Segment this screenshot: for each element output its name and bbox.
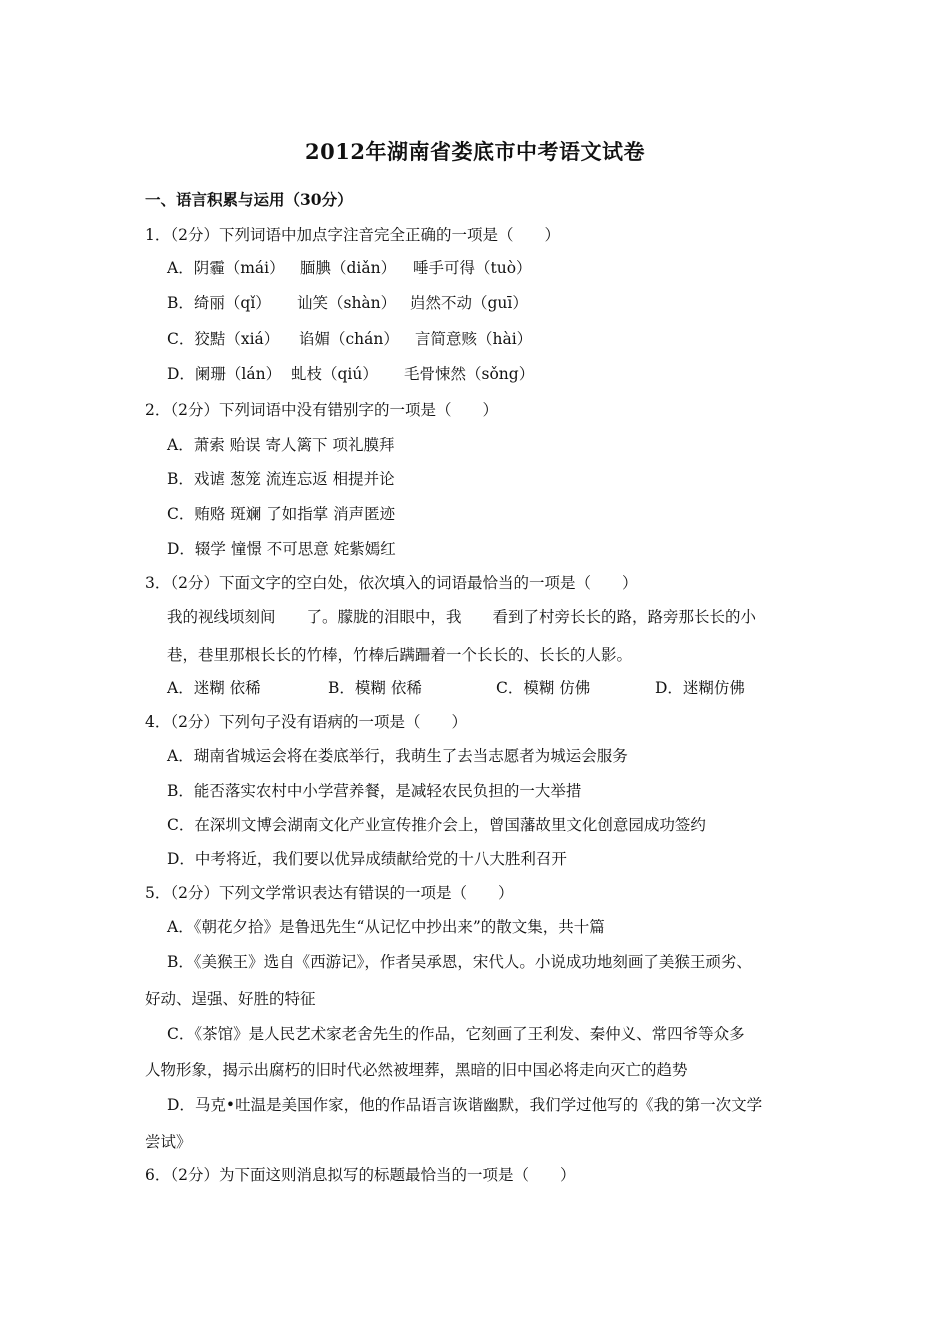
question-3-passage-line-1: 我的视线顷刻间 了。朦胧的泪眼中，我 看到了村旁长长的路，路旁那长长的小 (167, 608, 757, 626)
question-1-option-a (167, 258, 532, 278)
option-item: 唾手可得（tuò） (413, 259, 532, 277)
question-1-option-b (167, 293, 528, 313)
option-item: 腼腆（diǎn） (300, 259, 397, 277)
question-1-option-d (167, 364, 534, 384)
question-5-option-b-line-1: B．《美猴王》选自《西游记》，作者吴承恩，宋代人。小说成功地刻画了美猴王顽劣、 (167, 953, 752, 971)
question-2-option-c: C．贿赂 斑斓 了如指掌 消声匿迹 (167, 505, 396, 523)
question-4-option-d: D．中考将近，我们要以优异成绩献给党的十八大胜利召开 (167, 850, 567, 868)
question-5-option-a: A．《朝花夕拾》是鲁迅先生“从记忆中抄出来”的散文集，共十篇 (167, 918, 605, 936)
section-heading: 一、语言积累与运用（30分） (145, 190, 353, 209)
question-4-stem: 4．（2分）下列句子没有语病的一项是（ ） (145, 713, 467, 731)
question-5-option-c-line-2: 人物形象，揭示出腐朽的旧时代必然被埋葬，黑暗的旧中国必将走向灭亡的趋势 (145, 1061, 688, 1079)
option-item: 毛骨悚然（sǒng） (404, 365, 535, 383)
option-item: 岿然不动（guī） (410, 294, 528, 312)
question-5-option-d-line-2: 尝试》 (145, 1133, 192, 1151)
question-3-option-a: A．迷糊 依稀 (167, 679, 261, 697)
question-1-option-c (167, 329, 532, 349)
question-3-option-c: C．模糊 仿佛 (496, 679, 591, 697)
question-3-option-b: B．模糊 依稀 (328, 679, 422, 697)
question-4-option-a: A．瑚南省城运会将在娄底举行，我萌生了去当志愿者为城运会服务 (167, 747, 628, 765)
question-4-option-b: B．能否落实农村中小学营养餐，是减轻农民负担的一大举措 (167, 782, 582, 800)
question-3-passage-line-2: 巷，巷里那根长长的竹棒，竹棒后蹒跚着一个长长的、长长的人影。 (167, 646, 633, 664)
option-item: B．绮丽（qǐ） (167, 294, 271, 312)
question-2-option-a: A．萧索 贻误 寄人篱下 项礼膜拜 (167, 436, 395, 454)
question-3-option-d: D．迷糊仿佛 (655, 679, 745, 697)
option-item: 讪笑（shàn） (297, 294, 397, 312)
question-5-stem: 5．（2分）下列文学常识表达有错误的一项是（ ） (145, 884, 514, 902)
option-item: 谄媚（chán） (299, 330, 399, 348)
question-1-stem: 1．（2分）下列词语中加点字注音完全正确的一项是（ ） (145, 226, 560, 244)
question-2-stem: 2．（2分）下列词语中没有错别字的一项是（ ） (145, 401, 498, 419)
page-title: 2012年湖南省娄底市中考语文试卷 (305, 139, 645, 164)
question-5-option-d-line-1: D．马克•吐温是美国作家，他的作品语言诙谐幽默，我们学过他写的《我的第一次文学 (167, 1096, 763, 1114)
question-6-stem: 6．（2分）为下面这则消息拟写的标题最恰当的一项是（ ） (145, 1166, 576, 1184)
question-5-option-c-line-1: C．《茶馆》是人民艺术家老舍先生的作品，它刻画了王利发、秦仲义、常四爷等众多 (167, 1025, 745, 1043)
question-2-option-b: B．戏谑 葱笼 流连忘返 相提并论 (167, 470, 395, 488)
question-4-option-c: C．在深圳文博会湖南文化产业宣传推介会上，曾国藩故里文化创意园成功签约 (167, 816, 706, 834)
option-item: A．阴霾（mái） (167, 259, 285, 277)
question-2-option-d: D．辍学 憧憬 不可思意 姹紫嫣红 (167, 540, 396, 558)
option-item: 言简意赅（hài） (415, 330, 533, 348)
question-3-stem: 3．（2分）下面文字的空白处，依次填入的词语最恰当的一项是（ ） (145, 574, 638, 592)
option-item: D．阑珊（lán） (167, 365, 282, 383)
option-item: 虬枝（qiú） (291, 365, 378, 383)
option-item: C．狡黠（xiá） (167, 330, 280, 348)
question-5-option-b-line-2: 好动、逞强、好胜的特征 (145, 990, 316, 1008)
